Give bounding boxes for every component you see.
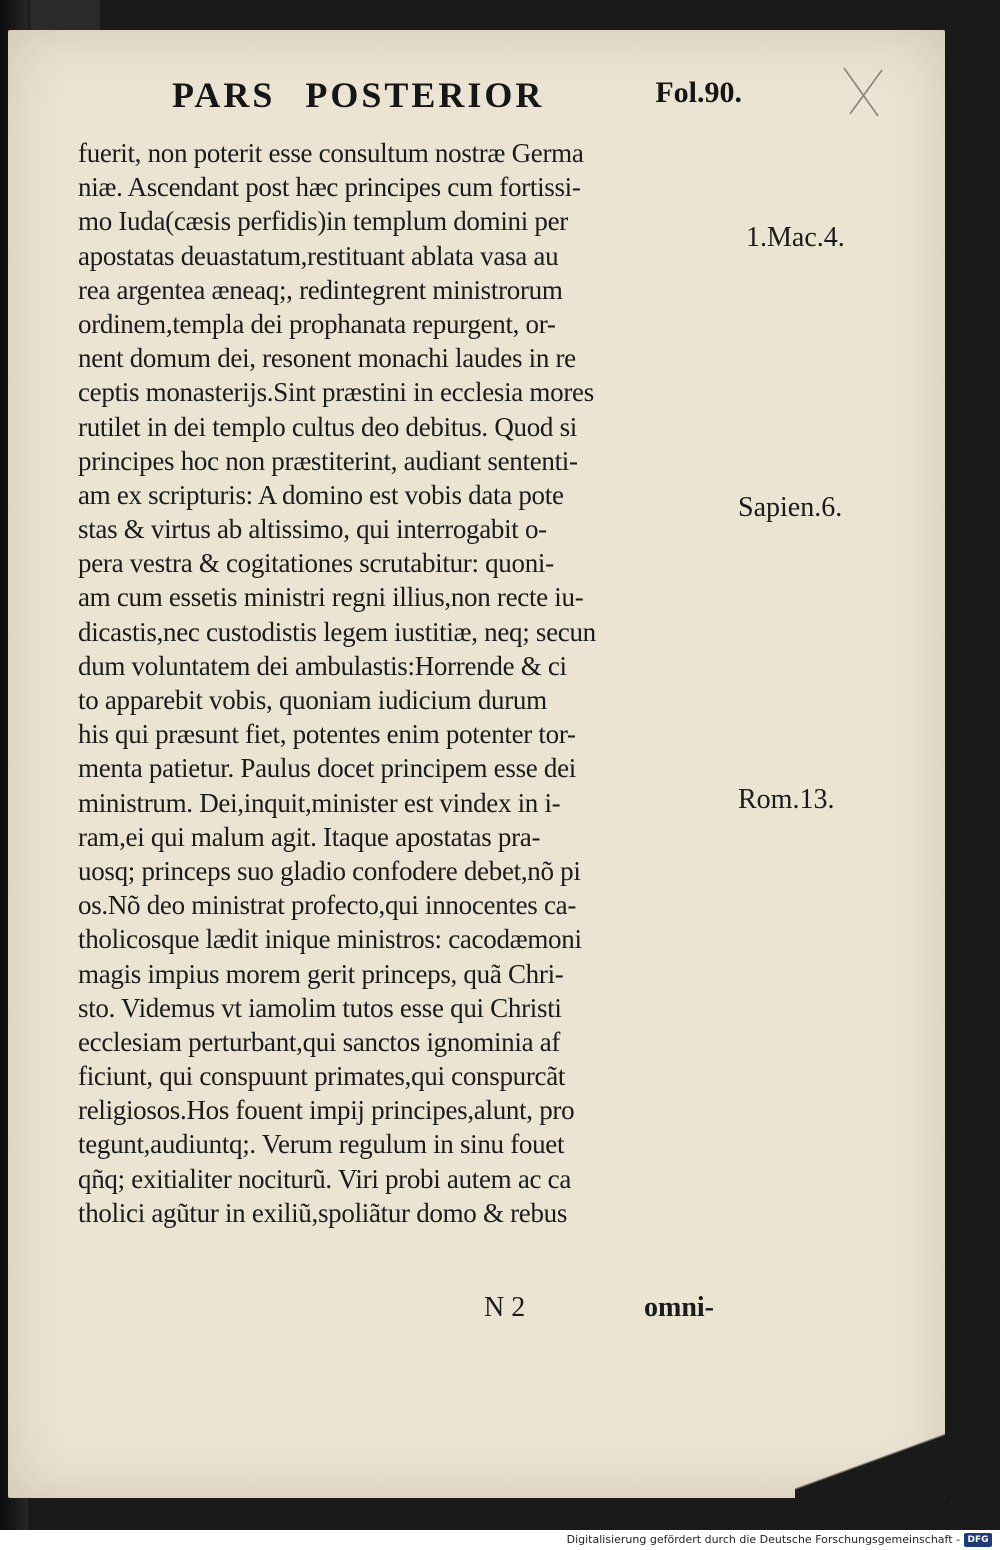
text-line: mo Iuda(cæsis perfidis)in templum domini per — [78, 206, 568, 237]
running-head-title: PARS POSTERIOR — [172, 75, 545, 115]
text-line: to apparebit vobis, quoniam iudicium durum — [78, 685, 547, 715]
text-line: tegunt,audiuntq;. Verum regulum in sinu fouet — [78, 1129, 565, 1160]
text-line: dicastis,nec custodistis legem iustitiæ, neq; secun — [78, 616, 596, 647]
signature-mark: N 2 — [484, 1292, 526, 1323]
text-line: am ex scripturis: A domino est vobis data pote — [78, 479, 564, 510]
credit-bar — [0, 1530, 1000, 1550]
text-line: tholici agũtur in exiliũ,spoliãtur domo & rebus — [78, 1197, 568, 1228]
text-line: uosq; princeps suo gladio confodere debet,nõ pi — [78, 855, 581, 886]
text-line: ordinem,templa dei prophanata repurgent, or- — [78, 308, 556, 339]
text-line: ficiunt, qui conspuunt primates,qui conspurcãt — [78, 1061, 566, 1092]
binding-shadow — [30, 0, 100, 30]
text-line: menta patietur. Paulus docet principem esse dei — [78, 753, 577, 784]
text-line: ceptis monasterijs.Sint præstini in ecclesia mores — [78, 377, 594, 408]
text-line: religiosos.Hos fouent impij principes,alunt, pro — [78, 1095, 575, 1126]
text-line: rutilet in dei templo cultus deo debitus. Quod si — [78, 411, 577, 442]
text-line: principes hoc non præstiterint, audiant sententi- — [78, 445, 578, 476]
body-text — [78, 136, 738, 1230]
catchline — [484, 1292, 724, 1328]
book-page — [8, 30, 945, 1498]
text-line: magis impius morem gerit princeps, quã Chri- — [78, 958, 564, 989]
text-line: sto. Videmus vt iamolim tutos esse qui Christi — [78, 992, 562, 1023]
text-line: fuerit, non poterit esse consultum nostræ Germa — [78, 138, 584, 168]
pencil-x-mark — [838, 64, 886, 120]
credit-text: Digitalisierung gefördert durch die Deutsche Forschungsgemeinschaft - — [566, 1533, 960, 1546]
text-line: his qui præsunt fiet, potentes enim potenter tor- — [78, 719, 576, 750]
text-line: ministrum. Dei,inquit,minister est vindex in i- — [78, 787, 561, 818]
text-line: ecclesiam perturbant,qui sanctos ignominia af — [78, 1026, 561, 1057]
folio-number: Fol.90. — [655, 76, 742, 109]
text-line: apostatas deuastatum,restituant ablata vasa au — [78, 240, 559, 271]
catchword: omni- — [644, 1292, 714, 1323]
text-line: qñq; exitialiter nociturũ. Viri probi autem ac ca — [78, 1163, 572, 1194]
text-line: tholicosque lædit inique ministros: cacodæmoni — [78, 924, 582, 955]
text-line: os.Nõ deo ministrat profecto,qui innocentes ca- — [78, 890, 577, 921]
text-line: pera vestra & cogitationes scrutabitur: quoni- — [78, 548, 554, 579]
marginal-note-sapien-6: Sapien.6. — [738, 492, 843, 523]
text-line: nent domum dei, resonent monachi laudes in re — [78, 343, 576, 374]
text-line: ram,ei qui malum agit. Itaque apostatas pra- — [78, 821, 541, 852]
text-line: stas & virtus ab altissimo, qui interrogabit o- — [78, 514, 547, 545]
text-line: rea argentea æneaq;, redintegrent ministrorum — [78, 274, 563, 305]
text-line: am cum essetis ministri regni illius,non recte iu- — [78, 582, 584, 613]
text-line: dum voluntatem dei ambulastis:Horrende & ci — [78, 650, 567, 681]
dfg-logo: DFG — [964, 1533, 992, 1547]
marginal-note-1-mac-4: 1.Mac.4. — [746, 222, 845, 253]
running-head — [172, 74, 742, 124]
text-line: niæ. Ascendant post hæc principes cum fortissi- — [78, 172, 581, 203]
marginal-note-rom-13: Rom.13. — [738, 784, 835, 815]
